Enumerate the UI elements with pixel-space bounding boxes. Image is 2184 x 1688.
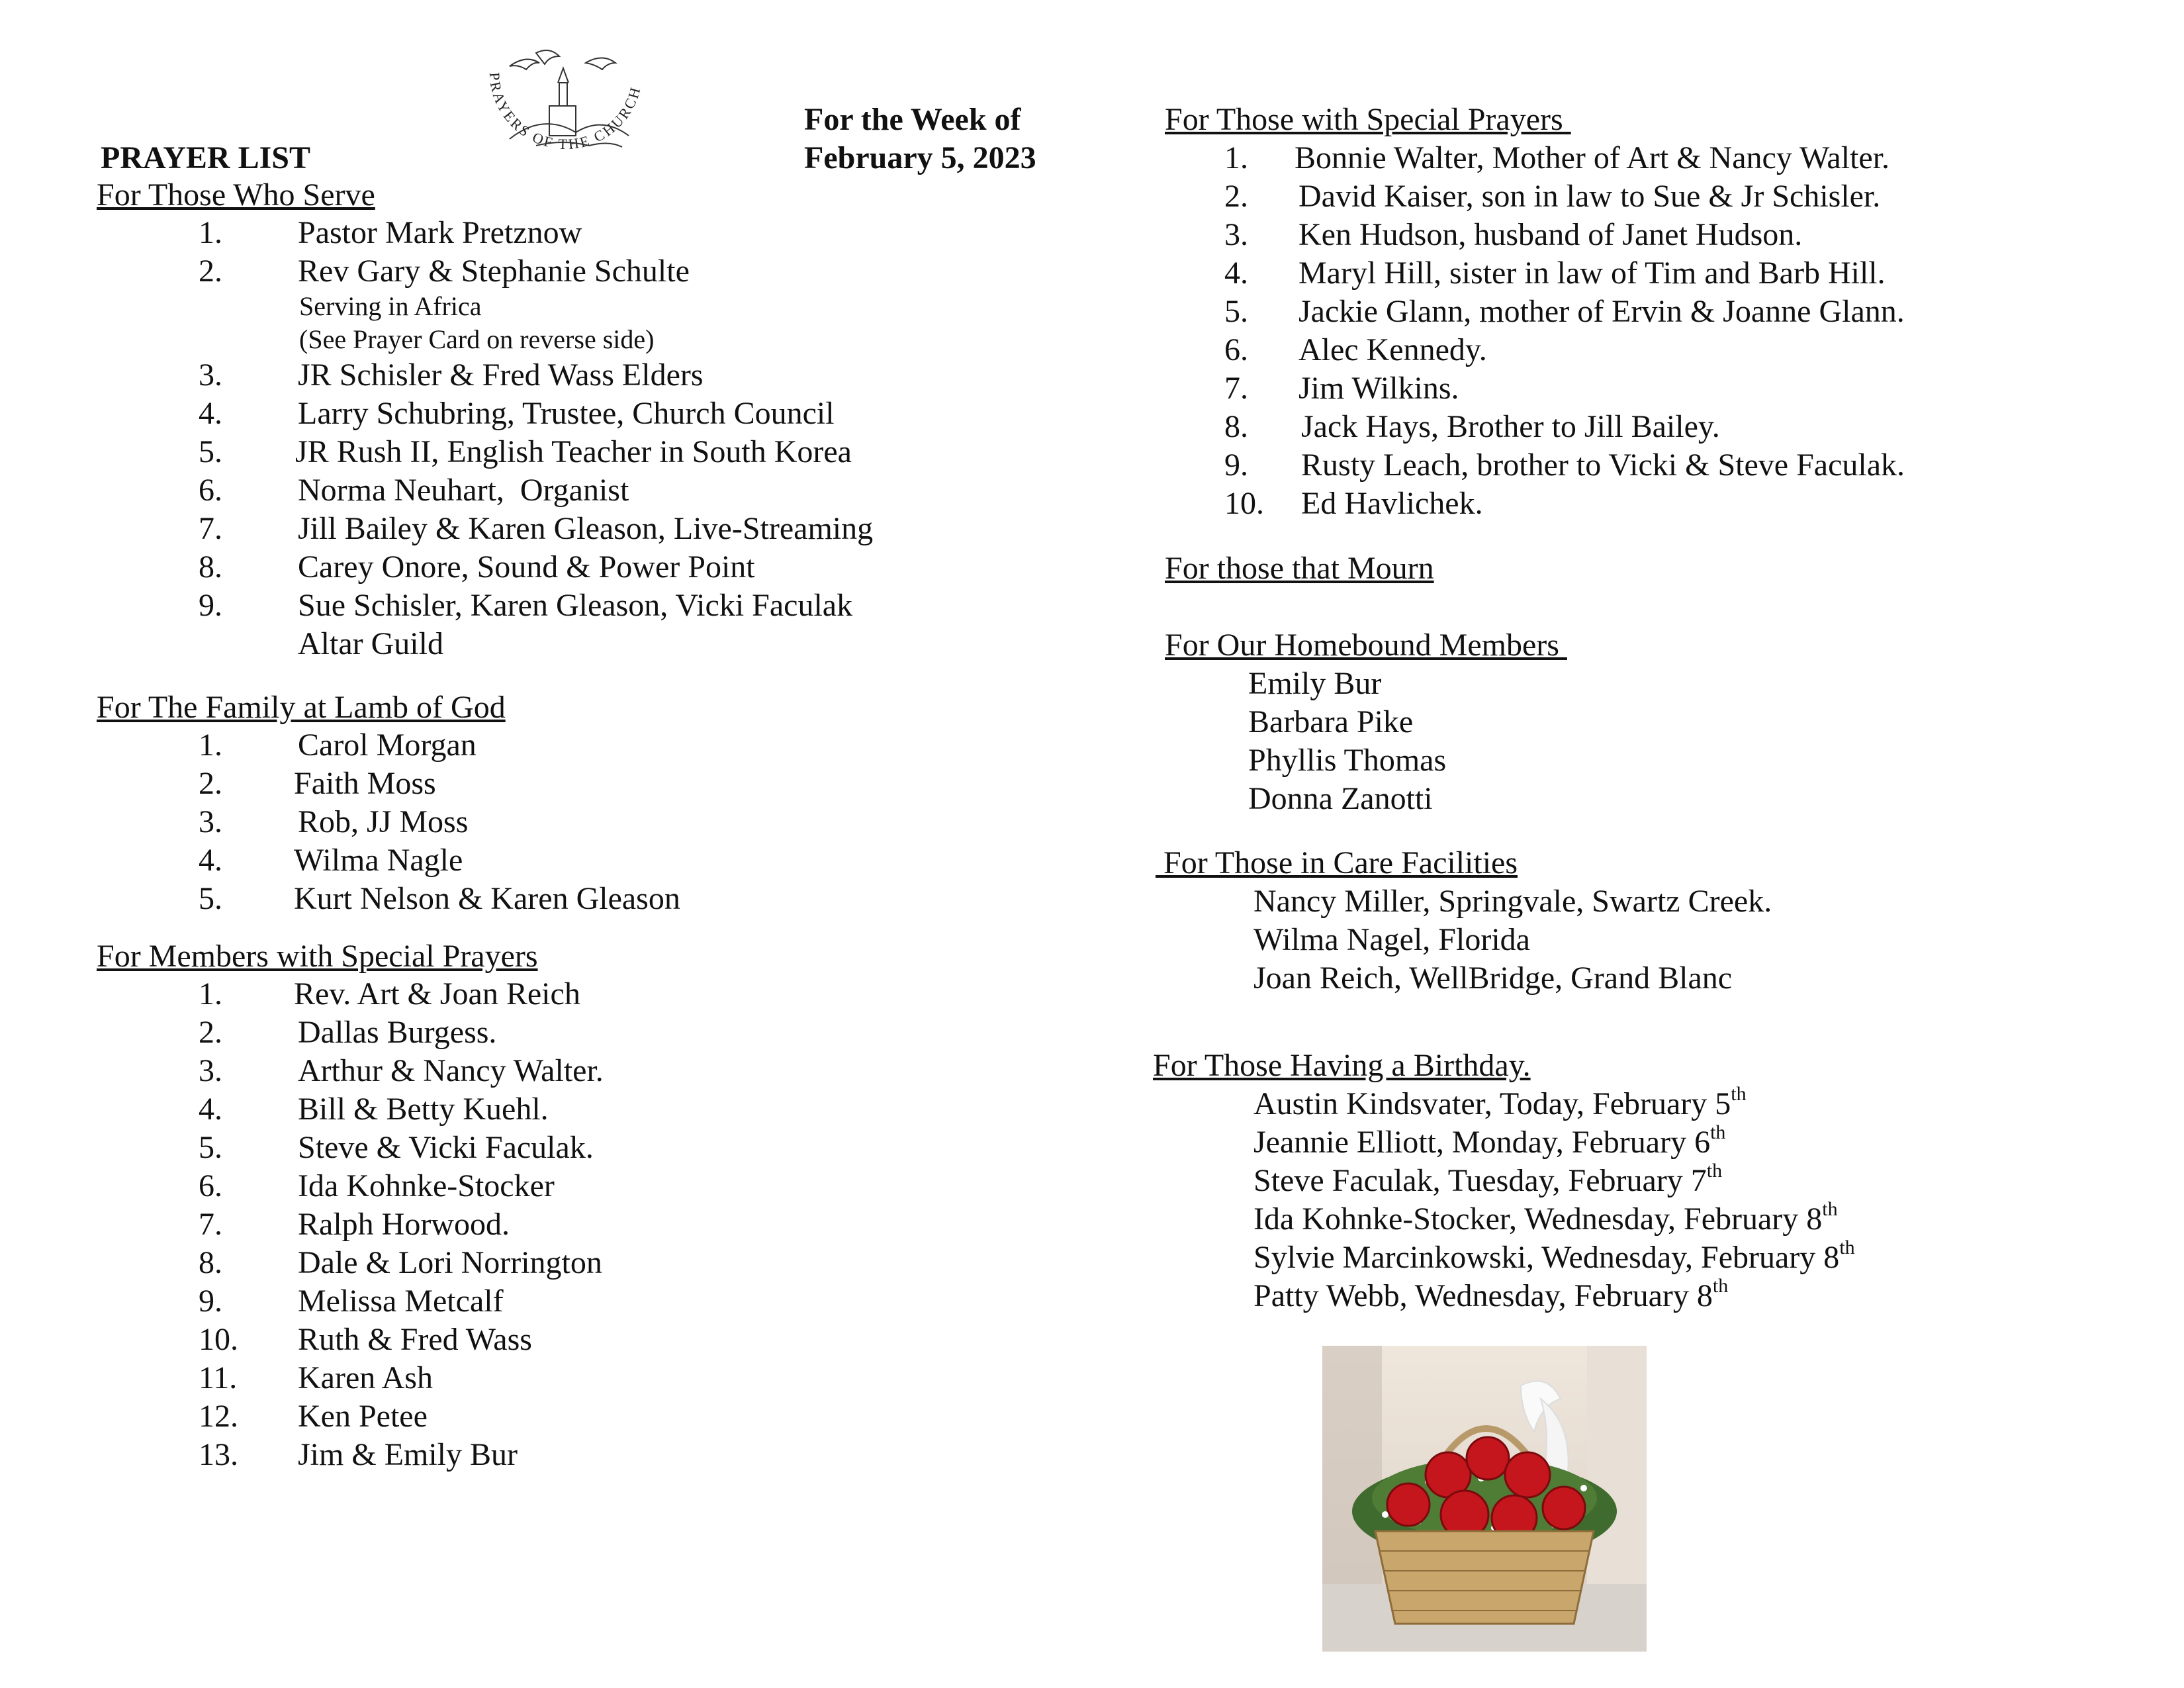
item-number: 1. [1224,140,1248,175]
item-text: Faith Moss [294,766,436,801]
item-text: Maryl Hill, sister in law of Tim and Barb Hill. [1298,256,1886,291]
list-item [1253,1239,1855,1277]
item-text: Arthur & Nancy Walter. [298,1053,604,1088]
list-item [1253,1200,1838,1239]
item-text-continued: Altar Guild [298,626,443,661]
item-text: Rev Gary & Stephanie Schulte [298,254,690,289]
item-text: Bonnie Walter, Mother of Art & Nancy Walter. [1295,140,1890,175]
item-number: 9. [199,588,222,623]
item-note: Serving in Africa [299,291,482,321]
ordinal-suffix: th [1706,1160,1723,1182]
item-text: Karen Ash [298,1360,433,1395]
item-number: 4. [199,396,222,431]
item-number: 5. [199,434,222,469]
item-text: David Kaiser, son in law to Sue & Jr Schisler. [1298,179,1881,214]
item-text: Jim & Emily Bur [298,1437,518,1472]
item-number: 6. [199,473,222,508]
ordinal-suffix: th [1839,1237,1855,1258]
item-number: 3. [199,357,222,393]
section-heading-family: For The Family at Lamb of God [97,690,506,725]
item-number: 2. [1224,179,1248,214]
list-item: Barbara Pike [1248,704,1414,739]
item-text: Larry Schubring, Trustee, Church Council [298,396,835,431]
item-number: 3. [1224,217,1248,252]
item-number: 7. [1224,371,1248,406]
item-number: 5. [199,881,222,916]
list-item: Donna Zanotti [1248,781,1433,816]
section-heading-care: For Those in Care Facilities [1156,845,1518,880]
list-item [1253,1162,1722,1200]
item-number: 5. [199,1130,222,1165]
section-heading-special: For Those with Special Prayers [1165,102,1571,137]
item-number: 13. [199,1437,238,1472]
item-text: Ed Havlichek. [1301,486,1483,521]
item-number: 12. [199,1399,238,1434]
item-number: 11. [199,1360,238,1395]
item-text: Austin Kindsvater, Today, February 5 [1253,1086,1731,1121]
section-heading-homebound: For Our Homebound Members [1165,628,1567,663]
item-number: 6. [199,1168,222,1203]
item-number: 8. [1224,409,1248,444]
item-note: (See Prayer Card on reverse side) [299,324,655,354]
item-text: Jackie Glann, mother of Ervin & Joanne Glann. [1298,294,1905,329]
item-text: Rev. Art & Joan Reich [294,976,580,1011]
item-number: 4. [199,1092,222,1127]
item-text: Alec Kennedy. [1298,332,1487,367]
section-heading-members: For Members with Special Prayers [97,939,538,974]
item-text: Carey Onore, Sound & Power Point [298,549,755,585]
item-number: 3. [199,804,222,839]
item-text: Steve Faculak, Tuesday, February 7 [1253,1163,1707,1198]
list-item [1253,1085,1747,1123]
item-number: 3. [199,1053,222,1088]
item-number: 2. [199,1015,222,1050]
ordinal-suffix: th [1712,1275,1729,1297]
item-number: 10. [199,1322,238,1357]
item-text: Carol Morgan [298,727,477,763]
list-item [1253,1123,1725,1162]
item-number: 7. [199,1207,222,1242]
list-item: Emily Bur [1248,666,1382,701]
item-text: Jim Wilkins. [1298,371,1459,406]
prayers-of-the-church-logo [463,46,662,192]
item-text: JR Schisler & Fred Wass Elders [298,357,704,393]
item-text: Rusty Leach, brother to Vicki & Steve Faculak. [1301,447,1905,483]
item-number: 8. [199,549,222,585]
item-text: Dallas Burgess. [298,1015,497,1050]
item-number: 2. [199,254,222,289]
item-number: 8. [199,1245,222,1280]
ordinal-suffix: th [1710,1121,1726,1143]
item-text: Kurt Nelson & Karen Gleason [294,881,680,916]
item-text: Ralph Horwood. [298,1207,510,1242]
item-text: Ruth & Fred Wass [298,1322,532,1357]
section-heading-serve: For Those Who Serve [97,177,375,212]
page-title: PRAYER LIST [101,140,310,175]
section-heading-birthday: For Those Having a Birthday. [1153,1048,1531,1083]
item-number: 5. [1224,294,1248,329]
item-text: Patty Webb, Wednesday, February 8 [1253,1278,1713,1313]
item-text: Ken Hudson, husband of Janet Hudson. [1298,217,1803,252]
list-item: Nancy Miller, Springvale, Swartz Creek. [1253,884,1772,919]
item-text: Ida Kohnke-Stocker [298,1168,555,1203]
item-text: Jeannie Elliott, Monday, February 6 [1253,1125,1711,1160]
item-text: Norma Neuhart, Organist [298,473,629,508]
item-number: 1. [199,976,222,1011]
item-number: 4. [199,843,222,878]
list-item: Joan Reich, WellBridge, Grand Blanc [1253,961,1733,996]
item-text: JR Rush II, English Teacher in South Korea [295,434,852,469]
item-text: Steve & Vicki Faculak. [298,1130,594,1165]
item-text: Sylvie Marcinkowski, Wednesday, February 8 [1253,1240,1840,1275]
item-text: Melissa Metcalf [298,1284,504,1319]
svg-text:PRAYERS OF THE CHURCH: PRAYERS OF THE CHURCH [486,71,645,153]
item-text: Pastor Mark Pretznow [298,215,582,250]
ordinal-suffix: th [1731,1083,1747,1105]
item-text: Ida Kohnke-Stocker, Wednesday, February 8 [1253,1201,1823,1237]
section-heading-mourn: For those that Mourn [1165,551,1434,586]
item-number: 4. [1224,256,1248,291]
week-date: February 5, 2023 [804,140,1036,175]
item-number: 1. [199,727,222,763]
item-text: Jill Bailey & Karen Gleason, Live-Streaming [298,511,874,546]
item-text: Dale & Lori Norrington [298,1245,602,1280]
week-label: For the Week of [804,102,1021,137]
item-number: 6. [1224,332,1248,367]
list-item: Wilma Nagel, Florida [1253,922,1530,957]
item-number: 2. [199,766,222,801]
ordinal-suffix: th [1822,1198,1838,1220]
list-item [1253,1277,1728,1315]
item-text: Sue Schisler, Karen Gleason, Vicki Faculak [298,588,853,623]
item-number: 10. [1224,486,1264,521]
item-text: Bill & Betty Kuehl. [298,1092,549,1127]
rose-basket-image [1322,1346,1647,1652]
item-text: Rob, JJ Moss [298,804,469,839]
item-number: 9. [199,1284,222,1319]
item-number: 1. [199,215,222,250]
item-text: Wilma Nagle [294,843,463,878]
item-text: Jack Hays, Brother to Jill Bailey. [1301,409,1720,444]
item-text: Ken Petee [298,1399,428,1434]
item-number: 7. [199,511,222,546]
item-number: 9. [1224,447,1248,483]
list-item: Phyllis Thomas [1248,743,1447,778]
